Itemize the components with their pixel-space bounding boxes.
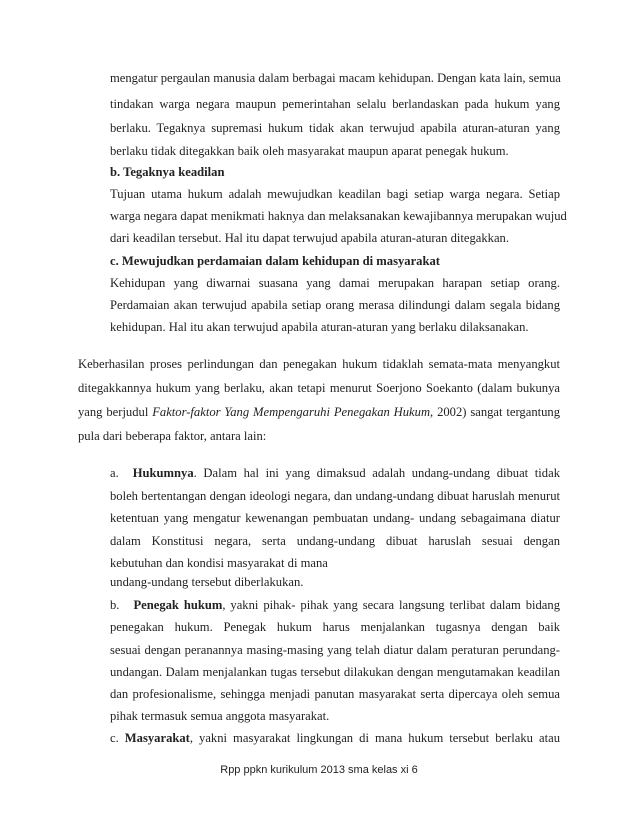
text-line: Tujuan utama hukum adalah mewujudkan keadilan bagi setiap warga negara. Setiap <box>110 187 560 201</box>
text-line: dari keadilan tersebut. Hal itu dapat terwujud apabila aturan-aturan ditegakkan. <box>110 231 509 245</box>
text-line: mengatur pergaulan manusia dalam berbagai macam kehidupan. Dengan kata lain, semua <box>110 71 561 85</box>
text-line: Perdamaian akan terwujud apabila setiap orang merasa dilindungi dalam segala bidang <box>110 298 560 312</box>
text-line: tindakan warga negara maupun pemerintahan selalu berlandaskan pada hukum yang <box>110 97 560 111</box>
factor-text: . Dalam hal ini yang dimaksud adalah undang-undang dibuat tidak <box>193 466 560 480</box>
paragraph-line: pula dari beberapa faktor, antara lain: <box>78 429 267 443</box>
text-line: dalam Konstitusi negara, serta undang-undang dibuat haruslah sesuai dengan <box>110 534 560 548</box>
paragraph-text: , 2002) sangat tergantung <box>430 405 561 419</box>
factor-term: Penegak hukum <box>133 598 223 612</box>
page-footer: Rpp ppkn kurikulum 2013 sma kelas xi 6 <box>220 764 418 776</box>
paragraph-line <box>78 404 560 420</box>
text-line: undang-undang tersebut diberlakukan. <box>110 575 304 589</box>
paragraph-text: yang berjudul <box>78 405 153 419</box>
text-line: berlaku. Tegaknya supremasi hukum tidak akan terwujud apabila aturan-aturan yang <box>110 121 560 135</box>
text-line: kebutuhan dan kondisi masyarakat di mana <box>110 556 328 570</box>
text-line: warga negara dapat menikmati haknya dan melaksanakan kewajibannya merupakan wujud <box>110 209 567 223</box>
text-line: undangan. Dalam menjalankan tugas tersebut dilakukan dengan mengutamakan keadilan <box>110 665 560 679</box>
factor-line <box>110 465 560 481</box>
text-line: pihak termasuk semua anggota masyarakat. <box>110 709 330 723</box>
text-line: boleh bertentangan dengan ideologi negara, dan undang-undang dibuat haruslah menurut <box>110 489 560 503</box>
text-line: penegakan hukum. Penegak hukum harus menjalankan tugasnya dengan baik <box>110 620 560 634</box>
factor-label: a. <box>110 466 119 480</box>
factor-term: Hukumnya <box>132 466 194 480</box>
factor-text: , yakni pihak- pihak yang secara langsung terlibat dalam bidang <box>222 598 560 612</box>
factor-term: Masyarakat <box>124 731 190 745</box>
factor-label: b. <box>110 598 120 612</box>
paragraph-line: ditegakkannya hukum yang berlaku, akan tetapi menurut Soerjono Soekanto (dalam bukunya <box>78 381 560 395</box>
paragraph-line: Keberhasilan proses perlindungan dan penegakan hukum tidaklah semata-mata menyangkut <box>78 357 560 371</box>
text-line: Kehidupan yang diwarnai suasana yang damai merupakan harapan setiap orang. <box>110 276 560 290</box>
text-line: sesuai dengan peranannya masing-masing yang telah diatur dalam peraturan perundang- <box>110 643 560 657</box>
book-title: Faktor-faktor Yang Mempengaruhi Penegakan Hukum <box>152 405 431 419</box>
section-heading: c. Mewujudkan perdamaian dalam kehidupan di masyarakat <box>110 254 440 268</box>
text-line: berlaku tidak ditegakkan baik oleh masyarakat maupun aparat penegak hukum. <box>110 144 509 158</box>
factor-line <box>110 730 560 746</box>
factor-line <box>110 597 560 613</box>
factor-label: c. <box>110 731 119 745</box>
text-line: dan profesionalisme, sehingga menjadi panutan masyarakat serta dipercaya oleh semua <box>110 687 560 701</box>
section-heading: b. Tegaknya keadilan <box>110 165 225 179</box>
text-line: ketentuan yang mengatur kewenangan pembuatan undang- undang sebagaimana diatur <box>110 511 560 525</box>
factor-text: , yakni masyarakat lingkungan di mana hukum tersebut berlaku atau <box>189 731 560 745</box>
text-line: kehidupan. Hal itu akan terwujud apabila aturan-aturan yang berlaku dilaksanakan. <box>110 320 529 334</box>
